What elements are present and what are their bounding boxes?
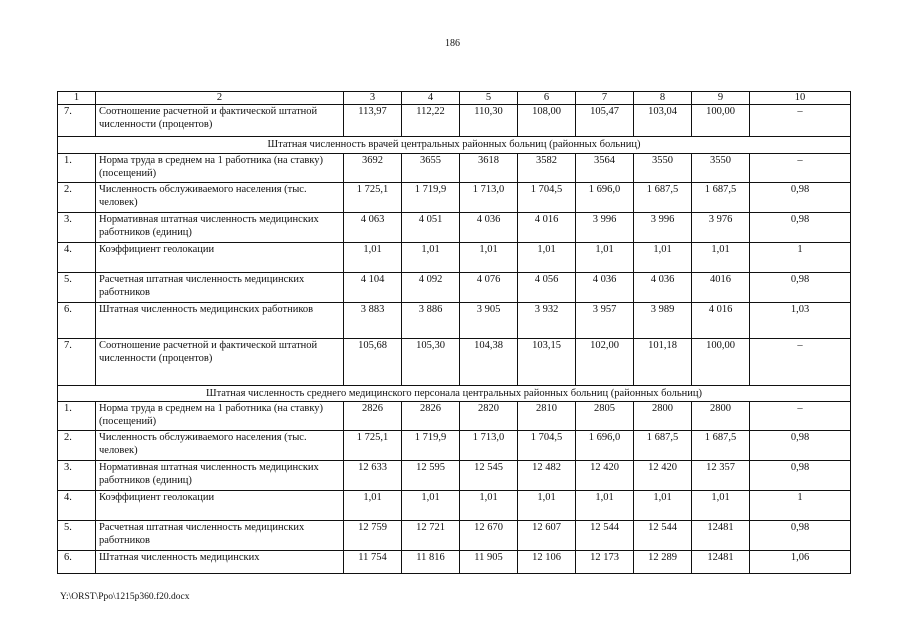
value-col-9: 1,01 xyxy=(692,491,750,521)
value-col-3: 105,68 xyxy=(344,339,402,386)
page-number: 186 xyxy=(445,38,460,49)
column-number-cell: 8 xyxy=(634,92,692,105)
column-number-cell: 5 xyxy=(460,92,518,105)
value-col-6: 12 106 xyxy=(518,551,576,574)
coefficient-col-10: – xyxy=(750,105,851,137)
value-col-7: 1,01 xyxy=(576,243,634,273)
value-col-5: 1,01 xyxy=(460,491,518,521)
indicator-name: Расчетная штатная численность медицинских работников xyxy=(96,521,344,551)
value-col-3: 1,01 xyxy=(344,243,402,273)
value-col-6: 4 056 xyxy=(518,273,576,303)
indicator-name: Расчетная штатная численность медицинских работников xyxy=(96,273,344,303)
value-col-5: 110,30 xyxy=(460,105,518,137)
indicator-name: Численность обслуживаемого населения (тыс. человек) xyxy=(96,431,344,461)
value-col-5: 12 545 xyxy=(460,461,518,491)
row-index: 5. xyxy=(58,273,96,303)
table-row xyxy=(58,551,851,574)
column-number-cell: 7 xyxy=(576,92,634,105)
value-col-4: 2826 xyxy=(402,402,460,431)
value-col-7: 1,01 xyxy=(576,491,634,521)
value-col-5: 4 036 xyxy=(460,213,518,243)
value-col-8: 2800 xyxy=(634,402,692,431)
value-col-8: 101,18 xyxy=(634,339,692,386)
value-col-9: 2800 xyxy=(692,402,750,431)
row-index: 7. xyxy=(58,105,96,137)
indicator-name: Коэффициент геолокации xyxy=(96,243,344,273)
value-col-5: 1 713,0 xyxy=(460,183,518,213)
value-col-4: 4 092 xyxy=(402,273,460,303)
value-col-8: 1 687,5 xyxy=(634,431,692,461)
row-index: 6. xyxy=(58,303,96,339)
table-row xyxy=(58,461,851,491)
value-col-8: 12 544 xyxy=(634,521,692,551)
row-index: 2. xyxy=(58,431,96,461)
value-col-8: 3550 xyxy=(634,154,692,183)
value-col-5: 3618 xyxy=(460,154,518,183)
row-index: 1. xyxy=(58,402,96,431)
value-col-6: 4 016 xyxy=(518,213,576,243)
column-number-cell: 9 xyxy=(692,92,750,105)
value-col-6: 3 932 xyxy=(518,303,576,339)
row-index: 4. xyxy=(58,491,96,521)
coefficient-col-10: 0,98 xyxy=(750,521,851,551)
value-col-8: 1,01 xyxy=(634,491,692,521)
coefficient-col-10: – xyxy=(750,339,851,386)
row-index: 3. xyxy=(58,461,96,491)
value-col-7: 102,00 xyxy=(576,339,634,386)
value-col-8: 12 420 xyxy=(634,461,692,491)
value-col-9: 3550 xyxy=(692,154,750,183)
value-col-6: 1 704,5 xyxy=(518,183,576,213)
value-col-3: 1 725,1 xyxy=(344,183,402,213)
value-col-7: 3 996 xyxy=(576,213,634,243)
indicator-name: Нормативная штатная численность медицинских работников (единиц) xyxy=(96,461,344,491)
value-col-4: 3655 xyxy=(402,154,460,183)
value-col-6: 3582 xyxy=(518,154,576,183)
value-col-7: 4 036 xyxy=(576,273,634,303)
coefficient-col-10: 0,98 xyxy=(750,273,851,303)
value-col-5: 2820 xyxy=(460,402,518,431)
coefficient-col-10: 1 xyxy=(750,491,851,521)
section-heading-row xyxy=(58,386,851,402)
value-col-3: 2826 xyxy=(344,402,402,431)
value-col-8: 3 989 xyxy=(634,303,692,339)
row-index: 1. xyxy=(58,154,96,183)
row-index: 2. xyxy=(58,183,96,213)
value-col-4: 11 816 xyxy=(402,551,460,574)
table-row xyxy=(58,402,851,431)
value-col-3: 3692 xyxy=(344,154,402,183)
value-col-5: 11 905 xyxy=(460,551,518,574)
table-row xyxy=(58,339,851,386)
value-col-9: 1 687,5 xyxy=(692,431,750,461)
value-col-4: 4 051 xyxy=(402,213,460,243)
value-col-7: 2805 xyxy=(576,402,634,431)
value-col-4: 12 721 xyxy=(402,521,460,551)
value-col-6: 12 607 xyxy=(518,521,576,551)
value-col-3: 12 759 xyxy=(344,521,402,551)
value-col-6: 12 482 xyxy=(518,461,576,491)
table-row xyxy=(58,303,851,339)
table-row xyxy=(58,213,851,243)
column-number-cell: 6 xyxy=(518,92,576,105)
value-col-3: 113,97 xyxy=(344,105,402,137)
indicator-name: Штатная численность медицинских работников xyxy=(96,303,344,339)
value-col-7: 1 696,0 xyxy=(576,431,634,461)
value-col-7: 12 544 xyxy=(576,521,634,551)
column-number-cell: 4 xyxy=(402,92,460,105)
value-col-4: 1 719,9 xyxy=(402,431,460,461)
value-col-5: 1 713,0 xyxy=(460,431,518,461)
value-col-9: 1 687,5 xyxy=(692,183,750,213)
row-index: 3. xyxy=(58,213,96,243)
value-col-3: 12 633 xyxy=(344,461,402,491)
row-index: 6. xyxy=(58,551,96,574)
coefficient-col-10: 1,06 xyxy=(750,551,851,574)
value-col-4: 1,01 xyxy=(402,491,460,521)
value-col-4: 112,22 xyxy=(402,105,460,137)
value-col-7: 1 696,0 xyxy=(576,183,634,213)
row-index: 7. xyxy=(58,339,96,386)
value-col-9: 4 016 xyxy=(692,303,750,339)
value-col-8: 1 687,5 xyxy=(634,183,692,213)
value-col-9: 100,00 xyxy=(692,339,750,386)
value-col-3: 4 063 xyxy=(344,213,402,243)
coefficient-col-10: – xyxy=(750,154,851,183)
value-col-4: 105,30 xyxy=(402,339,460,386)
section-heading: Штатная численность врачей центральных районных больниц (районных больниц) xyxy=(58,137,851,154)
value-col-7: 3564 xyxy=(576,154,634,183)
value-col-4: 1 719,9 xyxy=(402,183,460,213)
value-col-7: 3 957 xyxy=(576,303,634,339)
value-col-9: 4016 xyxy=(692,273,750,303)
value-col-3: 3 883 xyxy=(344,303,402,339)
table-row xyxy=(58,521,851,551)
value-col-8: 3 996 xyxy=(634,213,692,243)
table-row xyxy=(58,154,851,183)
value-col-3: 1 725,1 xyxy=(344,431,402,461)
indicator-name: Соотношение расчетной и фактической штатной численности (процентов) xyxy=(96,339,344,386)
value-col-7: 105,47 xyxy=(576,105,634,137)
column-number-cell: 2 xyxy=(96,92,344,105)
value-col-6: 108,00 xyxy=(518,105,576,137)
value-col-9: 100,00 xyxy=(692,105,750,137)
value-col-5: 12 670 xyxy=(460,521,518,551)
indicator-name: Норма труда в среднем на 1 работника (на ставку) (посещений) xyxy=(96,402,344,431)
value-col-5: 1,01 xyxy=(460,243,518,273)
value-col-6: 103,15 xyxy=(518,339,576,386)
coefficient-col-10: 1 xyxy=(750,243,851,273)
value-col-8: 4 036 xyxy=(634,273,692,303)
value-col-6: 1 704,5 xyxy=(518,431,576,461)
value-col-9: 12 357 xyxy=(692,461,750,491)
coefficient-col-10: – xyxy=(750,402,851,431)
value-col-8: 103,04 xyxy=(634,105,692,137)
row-index: 5. xyxy=(58,521,96,551)
value-col-6: 2810 xyxy=(518,402,576,431)
table-row xyxy=(58,105,851,137)
column-number-cell: 3 xyxy=(344,92,402,105)
value-col-7: 12 420 xyxy=(576,461,634,491)
indicator-name: Соотношение расчетной и фактической штатной численности (процентов) xyxy=(96,105,344,137)
coefficient-col-10: 0,98 xyxy=(750,213,851,243)
value-col-8: 1,01 xyxy=(634,243,692,273)
coefficient-col-10: 0,98 xyxy=(750,461,851,491)
indicator-name: Штатная численность медицинских xyxy=(96,551,344,574)
value-col-7: 12 173 xyxy=(576,551,634,574)
column-number-cell: 10 xyxy=(750,92,851,105)
indicator-name: Коэффициент геолокации xyxy=(96,491,344,521)
indicator-name: Норма труда в среднем на 1 работника (на ставку) (посещений) xyxy=(96,154,344,183)
coefficient-col-10: 0,98 xyxy=(750,431,851,461)
value-col-5: 4 076 xyxy=(460,273,518,303)
value-col-9: 1,01 xyxy=(692,243,750,273)
staffing-table xyxy=(57,91,851,574)
indicator-name: Численность обслуживаемого населения (тыс. человек) xyxy=(96,183,344,213)
value-col-9: 12481 xyxy=(692,551,750,574)
row-index: 4. xyxy=(58,243,96,273)
value-col-4: 3 886 xyxy=(402,303,460,339)
value-col-6: 1,01 xyxy=(518,491,576,521)
value-col-4: 12 595 xyxy=(402,461,460,491)
table-row xyxy=(58,243,851,273)
column-number-cell: 1 xyxy=(58,92,96,105)
indicator-name: Нормативная штатная численность медицинских работников (единиц) xyxy=(96,213,344,243)
footer-file-path: Y:\ORST\Ppo\1215p360.f20.docx xyxy=(60,592,190,602)
table-row xyxy=(58,431,851,461)
value-col-3: 11 754 xyxy=(344,551,402,574)
value-col-3: 1,01 xyxy=(344,491,402,521)
value-col-8: 12 289 xyxy=(634,551,692,574)
coefficient-col-10: 0,98 xyxy=(750,183,851,213)
table-row xyxy=(58,183,851,213)
value-col-6: 1,01 xyxy=(518,243,576,273)
value-col-4: 1,01 xyxy=(402,243,460,273)
value-col-3: 4 104 xyxy=(344,273,402,303)
table-row xyxy=(58,273,851,303)
value-col-9: 12481 xyxy=(692,521,750,551)
column-number-row xyxy=(58,92,851,105)
coefficient-col-10: 1,03 xyxy=(750,303,851,339)
section-heading-row xyxy=(58,137,851,154)
value-col-9: 3 976 xyxy=(692,213,750,243)
section-heading: Штатная численность среднего медицинского персонала центральных районных больниц (районных больниц) xyxy=(58,386,851,402)
value-col-5: 104,38 xyxy=(460,339,518,386)
value-col-5: 3 905 xyxy=(460,303,518,339)
table-row xyxy=(58,491,851,521)
